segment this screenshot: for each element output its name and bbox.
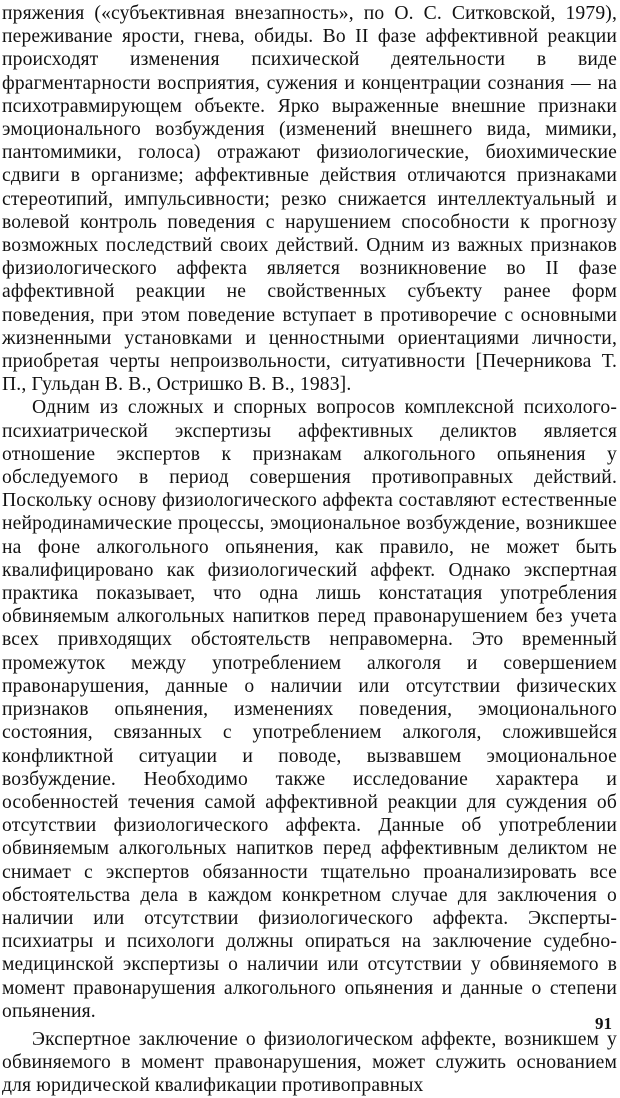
paragraph-2: Одним из сложных и спорных вопросов комплексной психолого-психиатрической экспертизы аффективных деликтов является отношение экспертов к признакам алкогольного опьянения у обследуемого в период совершения противоправных действий. Поскольку основу физиологического аффекта составляют естественные нейродинамические процессы, эмоциональное возбуждение, возникшее на фоне алкогольного опьянения, как правило, не может быть квалифицировано как физиологический аффект. Однако экспертная практика показывает, что одна лишь констатация употребления обвиняемым алкогольных напитков перед правонарушением без учета всех привходящих обстоятельств неправомерна. Это временный промежуток между употреблением алкоголя и совершением правонарушения, данные о наличии или отсутствии физических признаков опьянения, изменениях поведения, эмоционального состояния, связанных с употреблением алкоголя, сложившейся конфликтной ситуации и поводе, вызвавшем эмоциональное возбуждение. Необходимо также исследование характера и особенностей течения самой аффективной реакции для суждения об отсутствии физиологического аффекта. Данные об употреблении обвиняемым алкогольных напитков перед аффективным деликтом не снимает с экспертов обязанности тщательно проанализировать все обстоятельства дела в каждом конкретном случае для заключения о наличии или отсутствии физиологического аффекта. Эксперты-психиатры и психологи должны опираться на заключение судебно-медицинской экспертизы о наличии или отсутствии у обвиняемого в момент правонарушения алкогольного опьянения и данные о степени опьянения.: [2, 397, 617, 1022]
body-text: [2, 2, 617, 1098]
page-number: 91: [595, 1014, 612, 1033]
paragraph-1: пряжения («субъективная внезапность», по О. С. Ситковской, 1979), переживание ярости, гнева, обиды. Во II фазе аффективной реакции происходят изменения психической деятельности в виде фрагментарности восприятия, сужения и концентрации сознания — на психотравмирующем объекте. Ярко выраженные внешние признаки эмоционального возбуждения (изменений внешнего вида, мимики, пантомимики, голоса) отражают физиологические, биохимические сдвиги в организме; аффективные действия отличаются признаками стереотипий, импульсивности; резко снижается интеллектуальный и волевой контроль поведения с нарушением способности к прогнозу возможных последствий своих действий. Одним из важных признаков физиологического аффекта является возникновение во II фазе аффективной реакции не свойственных субъекту ранее форм поведения, при этом поведение вступает в противоречие с основными жизненными установками и ценностными ориентациями личности, приобретая черты непроизвольности, ситуативности [Печерникова Т. П., Гульдан В. В., Остришко В. В., 1983].: [2, 3, 617, 396]
paragraph-3: Экспертное заключение о физиологическом аффекте, возникшем у обвиняемого в момент правонарушения, может служить основанием для юридической квалификации противоправных: [2, 1028, 617, 1097]
